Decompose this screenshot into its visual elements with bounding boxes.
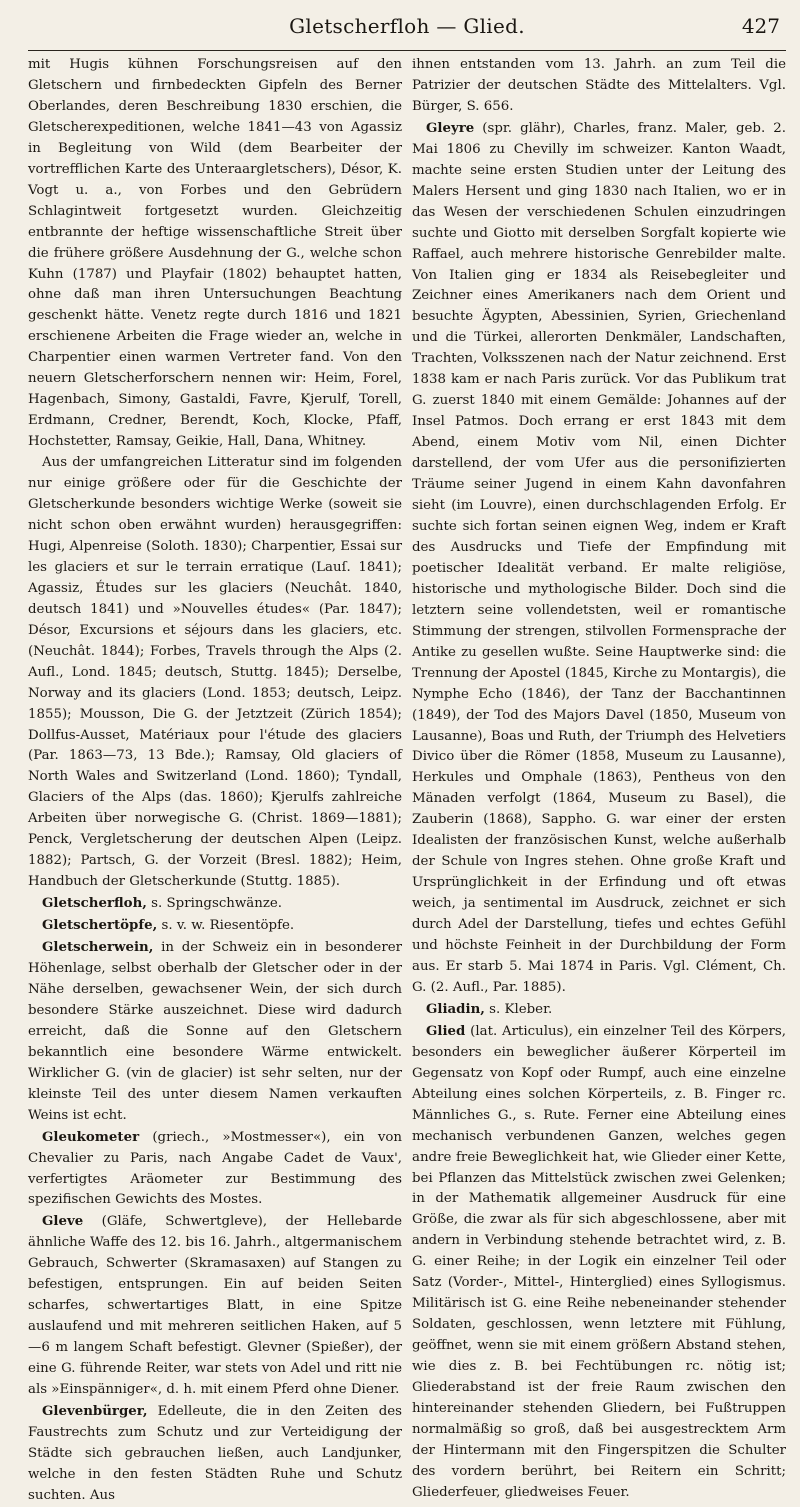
text-paragraph [28, 453, 402, 893]
entry-headword: Gletscherwein, [42, 939, 154, 956]
dictionary-entry [28, 937, 402, 1127]
dictionary-entry [412, 118, 786, 999]
right-column [412, 55, 786, 1507]
entry-text: s. Kleber. [484, 1001, 553, 1017]
entry-headword: Gletscherfloh, [42, 895, 147, 912]
text-paragraph [412, 55, 786, 118]
entry-headword: Gleyre [426, 119, 475, 136]
dictionary-entry [28, 893, 402, 915]
entry-text: Aus der umfangreichen Litteratur sind im folgenden nur einige größere oder für die Geschichte der Gletscherkunde besonders wichtige Werke (soweit sie nicht schon oben erwähnt wurden) herausgegriffen: Hugi, Alpenreise (Soloth. 1830); Charpentier, Essai sur les glaciers et sur le terrain erratique (Lauſ. 1841); Agassiz, Études sur les glaciers (Neuchât. 1840, deutsch 1841) und »Nouvelles études« (Par. 1847); Désor, Excursions et séjours dans les glaciers, etc. (Neuchât. 1844); Forbes, Travels through the Alps (2. Aufl., Lond. 1845; deutsch, Stuttg. 1845); Derselbe, Norway and its glaciers (Lond. 1853; deutsch, Leipz. 1855); Mousson, Die G. der Jetztzeit (Zürich 1854); Dollfus-Ausset, Matériaux pour l'étude des glaciers (Par. 1863—73, 13 Bde.); Ramsay, Old glaciers of North Wales and Switzerland (Lond. 1860); Tyndall, Glaciers of the Alps (das. 1860); Kjerulfs zahlreiche Arbeiten über norwegische G. (Christ. 1869—1881); Penck, Vergletscherung der deutschen Alpen (Leipz. 1882); Partsch, G. der Vorzeit (Bresl. 1882); Heim, Handbuch der Gletscherkunde (Stuttg. 1885). [28, 455, 402, 890]
entry-text: s. v. w. Riesentöpfe. [157, 918, 295, 934]
text-columns [28, 51, 786, 1507]
entry-text: (Gläfe, Schwertgleve), der Hellebarde ähnliche Waffe des 12. bis 16. Jahrh., altgermanischem Gebrauch, Schwerter (Skramasaxen) auf Stangen zu befestigen, entsprungen. Ein auf beiden Seiten scharfes, schwertartiges Blatt, in eine Spitze auslaufend und mit mehreren seitlichen Haken, auf 5—6 m langem Schaft befestigt. Glevner (Spießer), der eine G. führende Reiter, war stets von Adel und ritt nie als »Einspänniger«, d. h. mit einem Pferd ohne Diener. [28, 1214, 402, 1398]
entry-text: s. Springschwänze. [146, 896, 283, 912]
entry-text: Edelleute, die in den Zeiten des Faustrechts zum Schutz und zur Verteidigung der Städte sich gebrauchen ließen, auch Landjunker, welche in den festen Städten Ruhe und Schutz suchten. Aus [28, 1404, 402, 1503]
dictionary-entry [28, 915, 402, 937]
entry-headword: Gliadin, [426, 1000, 485, 1017]
entry-text: mit Hugis kühnen Forschungsreisen auf den Gletschern und firnbedeckten Gipfeln des Berner Oberlandes, deren Beschreibung 1830 erschien, die Gletscherexpeditionen, welche 1841—43 von Agassiz in Begleitung von Wild (dem Bearbeiter der vortrefflichen Karte des Unteraargletschers), Désor, K. Vogt u. a., von Forbes und den Gebrüdern Schlagintweit fortgesetzt wurden. Gleichzeitig entbrannte der heftige wissenschaftliche Streit über die frühere größere Ausdehnung der G., welche schon Kuhn (1787) und Playfair (1802) behauptet hatten, ohne daß man ihren Untersuchungen Beachtung geschenkt hätte. Venetz regte durch 1816 und 1821 erschienene Arbeiten die Frage wieder an, welche in Charpentier einen warmen Vertreter fand. Von den neuern Gletscherforschern nennen wir: Heim, Forel, Hagenbach, Simony, Gastaldi, Favre, Kjerulf, Torell, Erdmann, Credner, Berendt, Koch, Klocke, Pfaff, Hochstetter, Ramsay, Geikie, Hall, Dana, Whitney. [28, 57, 402, 450]
dictionary-entry [28, 1401, 402, 1507]
text-paragraph [28, 55, 402, 453]
entry-headword: Glevenbürger, [42, 1403, 148, 1419]
page-header [28, 0, 786, 51]
running-head: Gletscherfloh — Glied. [289, 14, 525, 38]
page-number: 427 [741, 14, 780, 38]
entry-text: (lat. Articulus), ein einzelner Teil des Körpers, besonders ein beweglicher äußerer Körperteil im Gegensatz von Kopf oder Rumpf, auch eine einzelne Abteilung eines solchen Körperteils, z. B. Finger rc. Männliches G., s. Rute. Ferner eine Abteilung eines mechanisch verbundenen Ganzen, welches gegen andre freie Beweglichkeit hat, wie Glieder einer Kette, bei Pflanzen das Mittelstück zwischen zwei Gelenken; in der Mathematik allgemeiner Ausdruck für eine Größe, die zwar als für sich abgeschlossene, aber mit andern in Verbindung stehende betrachtet wird, z. B. G. einer Reihe; in der Logik ein einzelner Teil oder Satz (Vorder-, Mittel-, Hinterglied) eines Syllogismus. Militärisch ist G. eine Reihe nebeneinander stehender Soldaten, geschlossen, wenn letztere mit Fühlung, geöffnet, wenn sie mit einem größern Abstand stehen, wie dies z. B. bei Fechtübungen rc. nötig ist; Gliederabstand ist der freie Raum zwischen den hintereinander stehenden Gliedern, bei Fußtruppen normalmäßig so groß, daß bei ausgestrecktem Arm der Hintermann mit den Fingerspitzen die Schulter des vordern berührt, bei Reitern ein Schritt; Gliederfeuer, gliedweises Feuer. [412, 1023, 786, 1500]
entry-text: (spr. glähr), Charles, franz. Maler, geb. 2. Mai 1806 zu Chevilly im schweizer. Kanton Waadt, machte seine ersten Studien unter der Leitung des Malers Hersent und ging 1830 nach Italien, wo er in das Wesen der verschiedenen Schulen einzudringen suchte und Giotto mit derselben Sorgfalt kopierte wie Raffael, auch mehrere historische Genrebilder malte. Von Italien ging er 1834 als Reisebegleiter und Zeichner eines Amerikaners nach dem Orient und besuchte Ägypten, Abessinien, Syrien, Griechenland und die Türkei, allerorten Denkmäler, Landschaften, Trachten, Volksszenen nach der Natur zeichnend. Erst 1838 kam er nach Paris zurück. Vor das Publikum trat G. zuerst 1840 mit einem Gemälde: Johannes auf der Insel Patmos. Doch errang er erst 1843 mit dem Abend, einem Motiv vom Nil, einen Dichter darstellend, der vom Ufer aus die personifizierten Träume seiner Jugend in einem Kahn davonfahren sieht (im Louvre), einen durchschlagenden Erfolg. Er suchte sich fortan seinen eignen Weg, indem er Kraft des Ausdrucks und Tiefe der Empfindung mit poetischer Idealität verband. Er malte religiöse, historische und mythologische Bilder. Doch sind die letztern seine vollendetsten, weil er romantische Stimmung der strengen, stilvollen Formensprache der Antike zu gesellen wußte. Seine Hauptwerke sind: die Trennung der Apostel (1845, Kirche zu Montargis), die Nymphe Echo (1846), der Tanz der Bacchantinnen (1849), der Tod des Majors Davel (1850, Museum von Lausanne), Boas und Ruth, der Triumph des Helvetiers Divico über die Römer (1858, Museum zu Lausanne), Herkules und Omphale (1863), Pentheus von den Mänaden verfolgt (1864, Museum zu Basel), die Zauberin (1868), Sappho. G. war einer der ersten Idealisten der französischen Kunst, welche außerhalb der Schule von Ingres stehen. Ohne große Kraft und Ursprünglichkeit in der Erfindung und oft etwas weich, ja sentimental im Ausdruck, zeichnet er sich durch Adel der Darstellung, tiefes und echtes Gefühl und höchste Feinheit in der Durchbildung der Form aus. Er starb 5. Mai 1874 in Paris. Vgl. Clément, Ch. G. (2. Aufl., Par. 1885). [412, 120, 786, 995]
dictionary-entry [28, 1127, 402, 1212]
left-column [28, 55, 402, 1507]
dictionary-entry [412, 1021, 786, 1504]
entry-headword: Gleve [42, 1213, 84, 1230]
entry-headword: Gleukometer [42, 1128, 140, 1145]
dictionary-entry [412, 999, 786, 1021]
dictionary-entry [28, 1211, 402, 1401]
entry-text: (griech., »Mostmesser«), ein von Chevalier zu Paris, nach Angabe Cadet de Vaux', verfertigtes Aräometer zur Bestimmung des spezifischen Gewichts des Mostes. [28, 1129, 402, 1208]
entry-headword: Glied [426, 1022, 466, 1039]
entry-text: in der Schweiz ein in besonderer Höhenlage, selbst oberhalb der Gletscher oder in der Nähe derselben, gewachsener Wein, der sich durch besondere Stärke auszeichnet. Diese wird dadurch erreicht, daß die Sonne auf den Gletschern bekanntlich eine besondere Wärme entwickelt. Wirklicher G. (vin de glacier) ist sehr selten, nur der kleinste Teil des unter diesem Namen verkauften Weins ist echt. [28, 940, 402, 1123]
entry-headword: Gletschertöpfe, [42, 917, 158, 934]
entry-text: ihnen entstanden vom 13. Jahrh. an zum Teil die Patrizier der deutschen Städte des Mittelalters. Vgl. Bürger, S. 656. [412, 57, 786, 114]
